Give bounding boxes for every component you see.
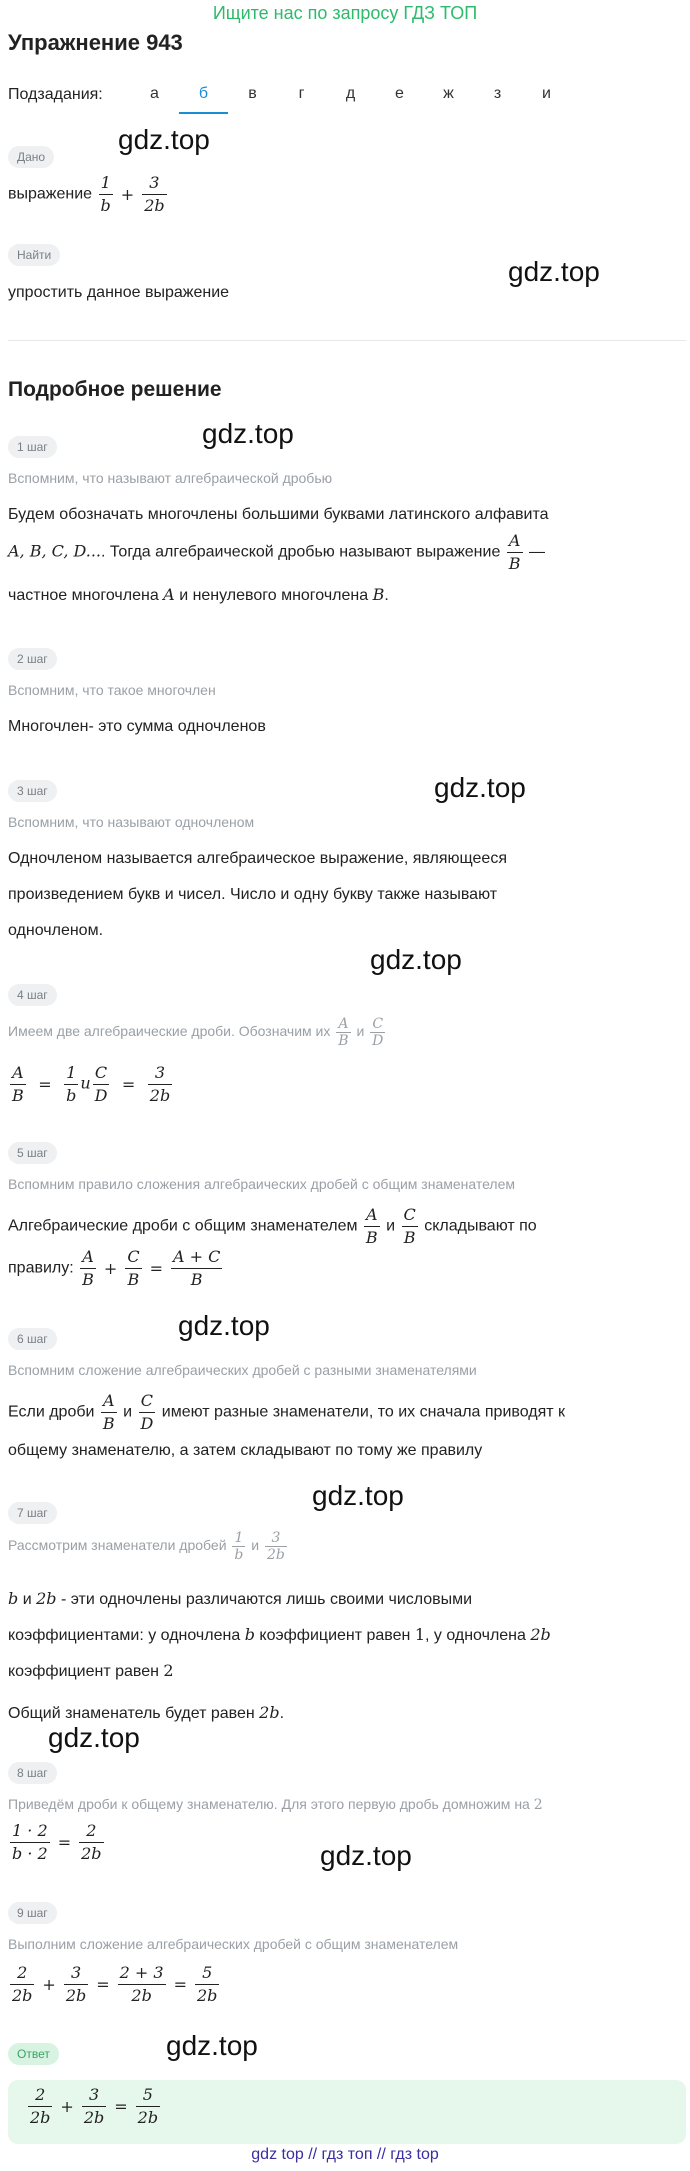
step-5-line-2: правилу: $\frac{A}{B}$ + $\frac{C}{B}$ = $\frac{A + C}{B}$ <box>8 1247 221 1289</box>
given-expression: выражение $\frac{1}{b}$ + $\frac{3}{2b}$ <box>8 173 165 215</box>
step-7-line-3: коэффициент равен 2 <box>8 1661 174 1680</box>
step-2-hint: Вспомним, что такое многочлен <box>8 682 216 698</box>
footer-links[interactable]: gdz top // гдз топ // гдз top <box>251 2146 439 2163</box>
step-9-equation: $\frac{2}{2b}$ + $\frac{3}{2b}$ = $\frac{2 + 3}{2b}$ = $\frac{5}{2b}$ <box>12 1963 218 2005</box>
step-7-line-1: b и 2b - эти одночлены различаются лишь своими числовыми <box>8 1589 473 1608</box>
step-9-chip: 9 шаг <box>8 1902 57 1924</box>
page-title: Упражнение 943 <box>8 30 183 55</box>
step-8-equation: $\frac{1 \cdot 2}{b \cdot 2}$ = $\frac{2}{2b}$ <box>12 1821 102 1863</box>
watermark: gdz.top <box>312 1480 404 1511</box>
step-4-equations: $\frac{A}{B}$ = $\frac{1}{b}$ и $\frac{C}{D}$ = $\frac{3}{2b}$ <box>12 1063 171 1105</box>
step-7-line-2: коэффициентами: у одночлена b коэффициент равен 1, у одночлена 2b <box>8 1625 551 1644</box>
step-6-chip: 6 шаг <box>8 1328 57 1350</box>
step-7-chip: 7 шаг <box>8 1502 57 1524</box>
step-2-text: Многочлен- это сумма одночленов <box>8 718 266 735</box>
step-5-line-1: Алгебраические дроби с общим знаменателем $\frac{A}{B}$ и $\frac{C}{B}$ складывают по <box>8 1205 537 1247</box>
step-6-line-1: Если дроби $\frac{A}{B}$ и $\frac{C}{D}$ имеют разные знаменатели, то их сначала приводят к <box>8 1391 566 1433</box>
step-3-line-2: произведением букв и чисел. Число и одну букву также называют <box>8 886 498 903</box>
step-5-hint: Вспомним правило сложения алгебраических дробей с общим знаменателем <box>8 1176 516 1192</box>
step-4-hint: Имеем две алгебраические дроби. Обозначим их $\frac{A}{B}$ и $\frac{C}{D}$ <box>8 1016 384 1049</box>
step-4-chip: 4 шаг <box>8 984 57 1006</box>
step-3-line-3: одночленом. <box>8 922 104 939</box>
step-1-line-1: Будем обозначать многочлены большими буквами латинского алфавита <box>8 506 549 523</box>
search-banner[interactable]: Ищите нас по запросу ГДЗ ТОП <box>212 3 478 23</box>
step-8-hint: Приведём дроби к общему знаменателю. Для этого первую дробь домножим на 2 <box>8 1796 543 1813</box>
subtasks-label: Подзадания: <box>8 86 103 103</box>
step-8-chip: 8 шаг <box>8 1762 57 1784</box>
tab-i[interactable]: и <box>542 85 551 102</box>
tab-v[interactable]: в <box>248 85 257 102</box>
find-chip: Найти <box>8 244 60 266</box>
tab-a[interactable]: а <box>150 85 159 102</box>
tab-z[interactable]: з <box>493 85 502 102</box>
given-fraction-1: $\frac{1}{b}$ <box>100 173 111 215</box>
watermark: gdz.top <box>434 772 526 803</box>
step-9-hint: Выполним сложение алгебраических дробей с общим знаменателем <box>8 1936 459 1952</box>
given-fraction-2: $\frac{3}{2b}$ <box>144 173 165 215</box>
solution-title: Подробное решение <box>8 378 222 401</box>
watermark: gdz.top <box>118 124 210 155</box>
step-1-chip: 1 шаг <box>8 436 57 458</box>
tab-g[interactable]: г <box>298 85 305 102</box>
divider <box>8 340 686 341</box>
tab-d[interactable]: д <box>345 85 356 102</box>
tab-e[interactable]: е <box>395 85 404 102</box>
tab-zh[interactable]: ж <box>443 85 454 102</box>
watermark: gdz.top <box>370 944 462 975</box>
subtask-tabs <box>130 76 571 114</box>
find-text: упростить данное выражение <box>8 284 230 301</box>
step-2-chip: 2 шаг <box>8 648 57 670</box>
watermark: gdz.top <box>508 256 600 287</box>
step-3-chip: 3 шаг <box>8 780 57 802</box>
watermark: gdz.top <box>178 1310 270 1341</box>
answer-chip: Ответ <box>8 2043 59 2065</box>
answer-equation: $\frac{2}{2b}$ + $\frac{3}{2b}$ = $\frac{5}{2b}$ <box>30 2085 159 2127</box>
step-6-line-2: общему знаменателю, а затем складывают по тому же правилу <box>8 1442 483 1459</box>
step-7-line-4: Общий знаменатель будет равен 2b. <box>8 1703 285 1722</box>
step-1-line-3: частное многочлена A и ненулевого многочлена B. <box>8 585 389 604</box>
step-3-line-1: Одночленом называется алгебраическое выражение, являющееся <box>8 850 507 867</box>
step-1-hint: Вспомним, что называют алгебраической дробью <box>8 470 333 486</box>
step-1-line-2: A, B, C, D.... Тогда алгебраической дробью называют выражение $\frac{A}{B}$ — <box>8 531 546 573</box>
step-6-hint: Вспомним сложение алгебраических дробей с разными знаменателями <box>8 1362 477 1378</box>
tab-b[interactable]: б <box>179 76 228 114</box>
fraction-a-over-b: $\frac{A}{B}$ <box>508 531 521 573</box>
watermark: gdz.top <box>48 1722 140 1753</box>
watermark: gdz.top <box>202 418 294 449</box>
watermark: gdz.top <box>166 2030 258 2061</box>
step-5-chip: 5 шаг <box>8 1142 57 1164</box>
given-chip: Дано <box>8 146 54 168</box>
step-3-hint: Вспомним, что называют одночленом <box>8 814 255 830</box>
step-7-hint: Рассмотрим знаменатели дробей $\frac{1}{b}$ и $\frac{3}{2b}$ <box>8 1530 285 1563</box>
watermark: gdz.top <box>320 1840 412 1871</box>
given-prefix: выражение <box>8 185 93 203</box>
